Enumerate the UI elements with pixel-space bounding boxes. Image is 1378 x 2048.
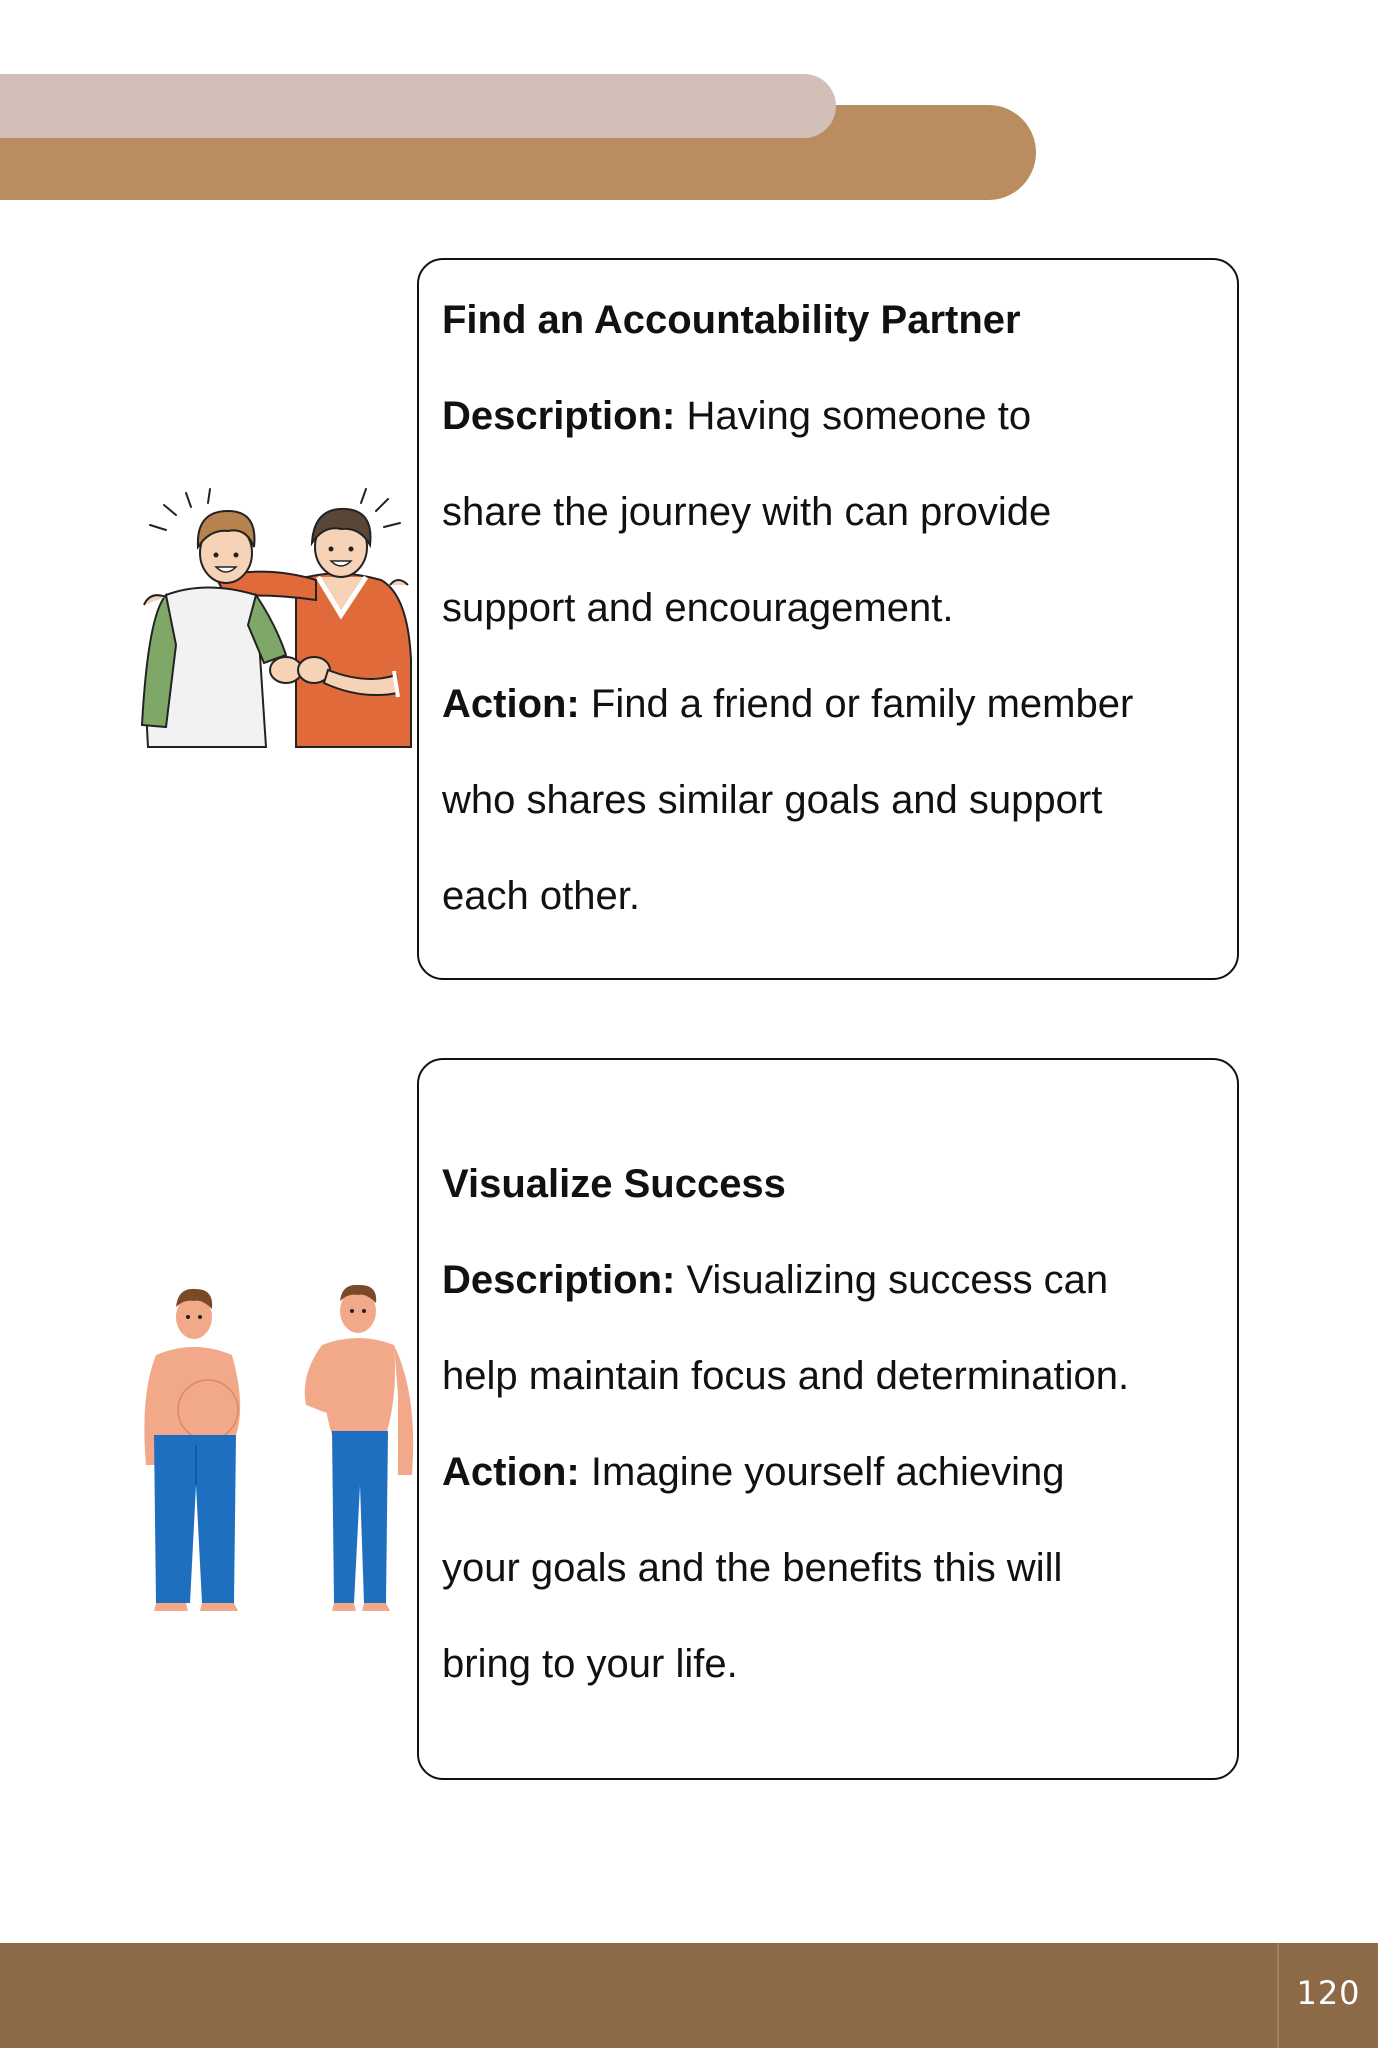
description-label: Description: xyxy=(442,1258,676,1302)
page-number: 120 xyxy=(1296,1974,1361,2012)
description-line: help maintain focus and determination. xyxy=(442,1354,1130,1398)
card-title: Find an Accountability Partner xyxy=(442,298,1021,342)
action-line xyxy=(442,673,1217,769)
description-line: share the journey with can provide xyxy=(442,490,1052,534)
page-footer xyxy=(0,1943,1378,2048)
action-line: each other. xyxy=(442,874,640,918)
card-title: Visualize Success xyxy=(442,1162,786,1206)
action-line xyxy=(442,1441,1217,1537)
description-text: Visualizing success can xyxy=(675,1258,1109,1302)
before-after-body-transformation-illustration xyxy=(136,1285,421,1630)
description-line: support and encouragement. xyxy=(442,586,954,630)
description-line xyxy=(442,1249,1217,1345)
tip-card-accountability-partner xyxy=(417,258,1239,980)
action-text: Imagine yourself achieving xyxy=(579,1450,1065,1494)
action-text: Find a friend or family member xyxy=(579,682,1134,726)
two-friends-fist-bump-illustration xyxy=(136,485,416,750)
action-line: bring to your life. xyxy=(442,1642,738,1686)
action-label: Action: xyxy=(442,1450,580,1494)
action-line: who shares similar goals and support xyxy=(442,778,1103,822)
description-line xyxy=(442,385,1217,481)
description-label: Description: xyxy=(442,394,676,438)
action-label: Action: xyxy=(442,682,580,726)
header-decoration-bar-light xyxy=(0,74,836,138)
tip-card-visualize-success xyxy=(417,1058,1239,1780)
description-text: Having someone to xyxy=(675,394,1032,438)
action-line: your goals and the benefits this will xyxy=(442,1546,1063,1590)
